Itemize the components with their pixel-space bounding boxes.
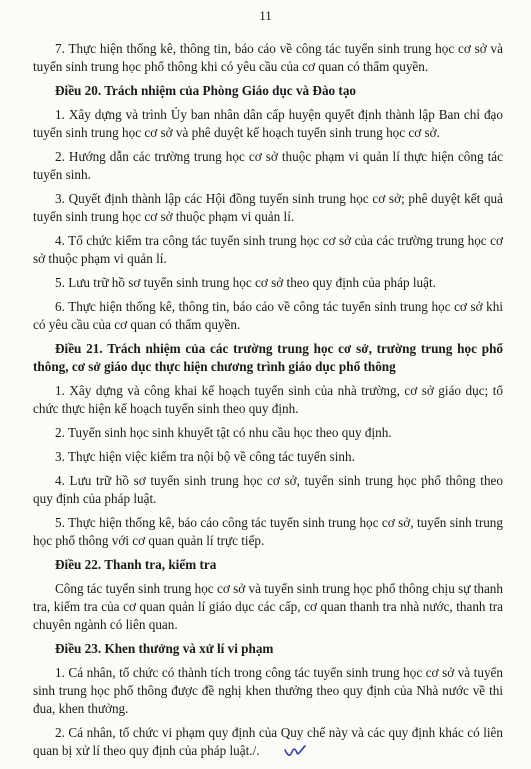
paragraph-text: 3. Quyết định thành lập các Hội đồng tuyển sinh trung học cơ sở; phê duyệt kết quả tuyển sinh trung học cơ sở thuộc phạm vi quản lí. bbox=[33, 191, 503, 224]
paragraph bbox=[33, 190, 503, 226]
paragraph-text: 1. Cá nhân, tổ chức có thành tích trong công tác tuyển sinh trung học cơ sở và tuyển sinh trung học phổ thông được đề nghị khen thưởng theo quy định của Nhà nước về thi đua, khen thưởng. bbox=[33, 665, 503, 716]
article-heading bbox=[33, 82, 503, 100]
paragraph bbox=[33, 40, 503, 76]
paragraph-text: 2. Cá nhân, tổ chức vi phạm quy định của Quy chế này và các quy định khác có liên quan bị xử lí theo quy định của pháp luật./. bbox=[33, 725, 503, 758]
paragraph bbox=[33, 514, 503, 550]
article-heading bbox=[33, 340, 503, 376]
paragraph-text: 5. Thực hiện thống kê, báo cáo công tác tuyển sinh trung học cơ sở, tuyển sinh trung học phổ thông với cơ quan quản lí trực tiếp. bbox=[33, 515, 503, 548]
paragraph-text: Công tác tuyển sinh trung học cơ sở và tuyển sinh trung học phổ thông chịu sự thanh tra, kiểm tra của cơ quan quản lí giáo dục các cấp, cơ quan thanh tra nhà nước, thanh tra chuyên ngành có liên quan. bbox=[33, 581, 503, 632]
paragraph-text: 6. Thực hiện thống kê, thông tin, báo cáo về công tác tuyển sinh trung học cơ sở khi có yêu cầu của cơ quan có thẩm quyền. bbox=[33, 299, 503, 332]
paragraph-text: 2. Tuyển sinh học sinh khuyết tật có nhu cầu học theo quy định. bbox=[55, 425, 392, 440]
paragraph bbox=[33, 724, 503, 763]
paragraph bbox=[33, 148, 503, 184]
paragraph bbox=[33, 232, 503, 268]
article-heading bbox=[33, 556, 503, 574]
paragraph-text: 7. Thực hiện thống kê, thông tin, báo cáo về công tác tuyển sinh trung học cơ sở và tuyển sinh trung học phổ thông khi có yêu cầu của cơ quan có thẩm quyền. bbox=[33, 41, 503, 74]
paragraph bbox=[33, 448, 503, 466]
article-heading bbox=[33, 640, 503, 658]
paragraph bbox=[33, 274, 503, 292]
paragraph-text: 4. Lưu trữ hồ sơ tuyển sinh trung học cơ sở, tuyển sinh trung học phổ thông theo quy định của pháp luật. bbox=[33, 473, 503, 506]
paragraph bbox=[33, 664, 503, 718]
paragraph bbox=[33, 472, 503, 508]
article-heading-text: Điều 23. Khen thưởng và xử lí vi phạm bbox=[55, 641, 274, 656]
paragraph-text: 2. Hướng dẫn các trường trung học cơ sở thuộc phạm vi quản lí thực hiện công tác tuyển sinh. bbox=[33, 149, 503, 182]
paragraph-text: 4. Tổ chức kiểm tra công tác tuyển sinh trung học cơ sở của các trường trung học cơ sở thuộc phạm vi quản lí. bbox=[33, 233, 503, 266]
paragraph-text: 3. Thực hiện việc kiểm tra nội bộ về công tác tuyển sinh. bbox=[55, 449, 355, 464]
paragraph bbox=[33, 106, 503, 142]
paragraph bbox=[33, 298, 503, 334]
document-body bbox=[33, 40, 503, 769]
article-heading-text: Điều 20. Trách nhiệm của Phòng Giáo dục và Đào tạo bbox=[55, 83, 357, 98]
article-heading-text: Điều 21. Trách nhiệm của các trường trung học cơ sở, trường trung học phổ thông, cơ sở giáo dục thực hiện chương trình giáo dục phổ thông bbox=[33, 341, 503, 374]
article-heading-text: Điều 22. Thanh tra, kiểm tra bbox=[55, 557, 217, 572]
paragraph-text: 1. Xây dựng và trình Ủy ban nhân dân cấp huyện quyết định thành lập Ban chỉ đạo tuyển sinh trung học cơ sở và phê duyệt kế hoạch tuyển sinh trung học cơ sở. bbox=[33, 107, 503, 140]
paragraph bbox=[33, 382, 503, 418]
paragraph bbox=[33, 580, 503, 634]
paragraph-text: 1. Xây dựng và công khai kế hoạch tuyển sinh của nhà trường, cơ sở giáo dục; tổ chức thực hiện kế hoạch tuyển sinh theo quy định. bbox=[33, 383, 503, 416]
paragraph bbox=[33, 424, 503, 442]
paragraph-text: 5. Lưu trữ hồ sơ tuyển sinh trung học cơ sở theo quy định của pháp luật. bbox=[55, 275, 436, 290]
page-number: 11 bbox=[259, 8, 272, 23]
initial-signature-icon bbox=[262, 744, 306, 763]
